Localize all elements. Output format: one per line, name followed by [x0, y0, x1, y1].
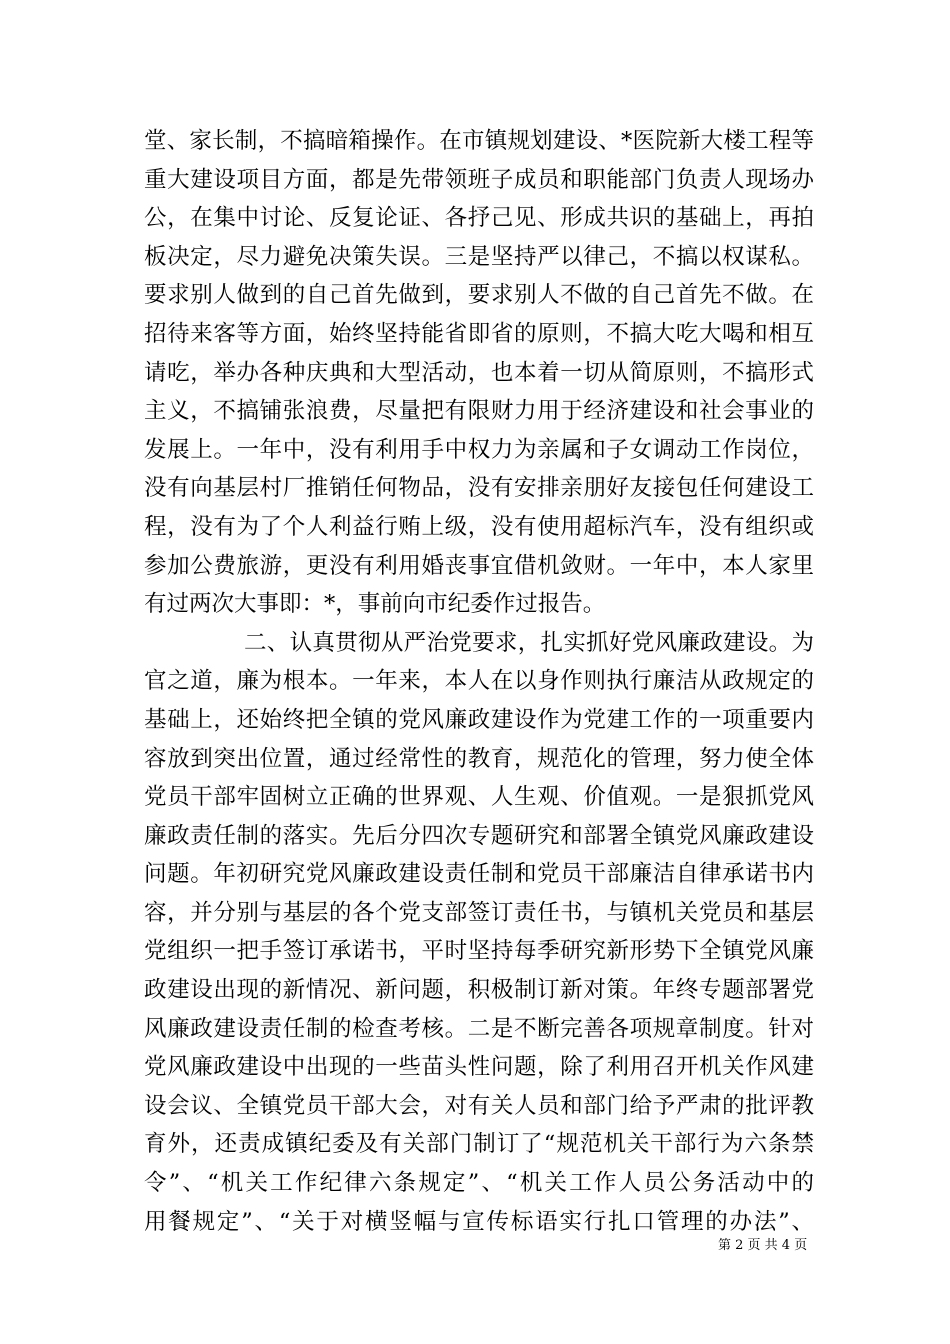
text-line: 发展上。一年中，没有利用手中权力为亲属和子女调动工作岗位， [144, 436, 814, 463]
page-number: 第 2 页 共 4 页 [718, 1238, 808, 1253]
text-line: 党组织一把手签订承诺书，平时坚持每季研究新形势下全镇党风廉 [144, 938, 814, 965]
text-line: 请吃，举办各种庆典和大型活动，也本着一切从简原则，不搞形式 [144, 359, 814, 386]
text-line: 重大建设项目方面，都是先带领班子成员和职能部门负责人现场办 [144, 166, 814, 193]
text-line: 堂、家长制，不搞暗箱操作。在市镇规划建设、*医院新大楼工程等 [144, 128, 814, 154]
text-line: 党员干部牢固树立正确的世界观、人生观、价值观。一是狠抓党风 [144, 784, 814, 811]
text-line: 主义，不搞铺张浪费，尽量把有限财力用于经济建设和社会事业的 [144, 398, 814, 425]
text-line: 有过两次大事即：*，事前向市纪委作过报告。 [144, 591, 606, 618]
text-line: 程，没有为了个人利益行贿上级，没有使用超标汽车，没有组织或 [144, 513, 814, 540]
text-line: 容，并分别与基层的各个党支部签订责任书，与镇机关党员和基层 [144, 899, 814, 926]
text-line: 风廉政建设责任制的检查考核。二是不断完善各项规章制度。针对 [144, 1015, 814, 1042]
text-line: 板决定，尽力避免决策失误。三是坚持严以律己，不搞以权谋私。 [144, 243, 814, 270]
text-line: 设会议、全镇党员干部大会，对有关人员和部门给予严肃的批评教 [144, 1092, 814, 1119]
text-line: 基础上，还始终把全镇的党风廉政建设作为党建工作的一项重要内 [144, 706, 814, 733]
text-line: 没有向基层村厂推销任何物品，没有安排亲朋好友接包任何建设工 [144, 475, 814, 502]
text-line: 廉政责任制的落实。先后分四次专题研究和部署全镇党风廉政建设 [144, 822, 814, 849]
text-line: 政建设出现的新情况、新问题，积极制订新对策。年终专题部署党 [144, 977, 814, 1004]
text-line: 参加公费旅游，更没有利用婚丧事宜借机敛财。一年中，本人家里 [144, 552, 814, 579]
document-body [144, 122, 814, 1241]
text-line: 公，在集中讨论、反复论证、各抒己见、形成共识的基础上，再拍 [144, 205, 814, 232]
text-line: 官之道，廉为根本。一年来，本人在以身作则执行廉洁从政规定的 [144, 668, 814, 695]
text-line: 问题。年初研究党风廉政建设责任制和党员干部廉洁自律承诺书内 [144, 861, 814, 888]
section-heading-line: 二、认真贯彻从严治党要求，扎实抓好党风廉政建设。为 [244, 629, 814, 656]
text-line: 要求别人做到的自己首先做到，要求别人不做的自己首先不做。在 [144, 282, 814, 309]
text-line: 招待来客等方面，始终坚持能省即省的原则，不搞大吃大喝和相互 [144, 320, 814, 347]
text-line: 容放到突出位置，通过经常性的教育，规范化的管理，努力使全体 [144, 745, 814, 772]
text-line: 令”、“机关工作纪律六条规定”、“机关工作人员公务活动中的 [144, 1170, 814, 1197]
text-line: 育外，还责成镇纪委及有关部门制订了“规范机关干部行为六条禁 [144, 1131, 814, 1158]
text-line: 用餐规定”、“关于对横竖幅与宣传标语实行扎口管理的办法”、 [144, 1208, 814, 1235]
text-line: 党风廉政建设中出现的一些苗头性问题，除了利用召开机关作风建 [144, 1054, 814, 1081]
